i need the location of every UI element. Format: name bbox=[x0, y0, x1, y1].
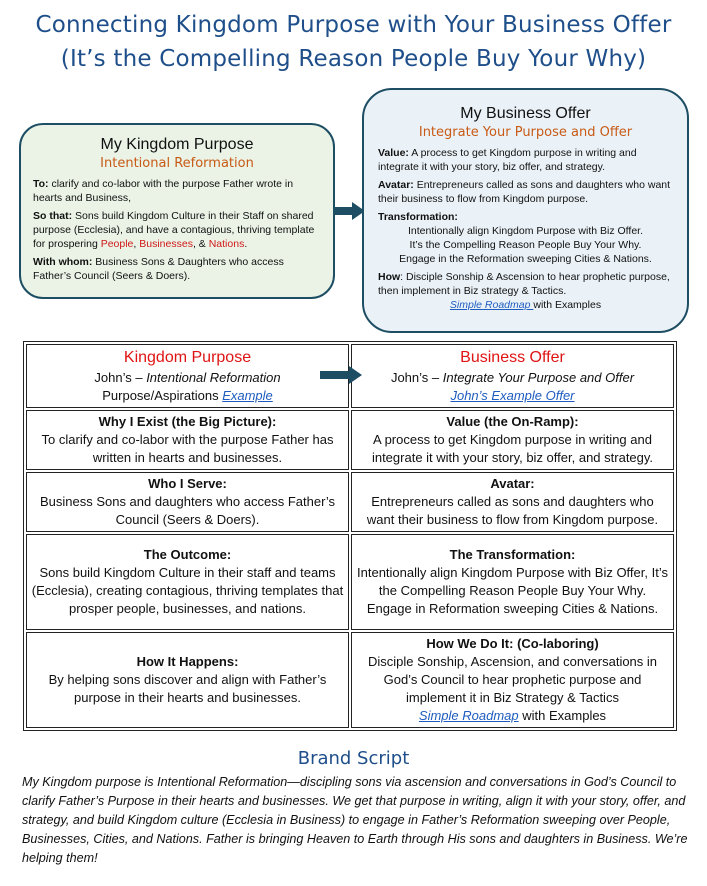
johns-example-offer-link[interactable]: John’s Example Offer bbox=[450, 388, 575, 403]
table-right-arrow-icon bbox=[320, 366, 362, 384]
business-offer-header: Business Offer bbox=[460, 349, 565, 366]
comparison-table bbox=[23, 341, 677, 731]
offer-value: Value: A process to get Kingdom purpose in writing and integrate it with your story, biz offer, and strategy. bbox=[378, 147, 637, 173]
example-link[interactable]: Example bbox=[222, 388, 273, 403]
table-row: Who I Serve: Business Sons and daughters who access Father’s Council (Seers & Doers). Avatar: Entrepreneurs called as sons and daughters who want their business to flow from Kingdom purpose. bbox=[26, 472, 674, 532]
offer-box-subheading: Integrate Your Purpose and Offer bbox=[418, 125, 633, 140]
kingdom-purpose-header: Kingdom Purpose bbox=[123, 349, 252, 366]
kingdom-box-heading: My Kingdom Purpose bbox=[100, 136, 254, 153]
simple-roadmap-table-link[interactable]: Simple Roadmap bbox=[418, 708, 519, 723]
simple-roadmap-link[interactable]: Simple Roadmap bbox=[449, 299, 534, 311]
brand-script-title: Brand Script bbox=[297, 748, 410, 769]
brand-script-text: My Kingdom purpose is Intentional Reformation—discipling sons via ascension and conversations in God’s Council to clarify Father’s Purpose in their hearts and businesses. We get that purpose in writing, align it with your story, offer, and strategy, and build Kingdom culture (Ecclesia in Business) to engage in Father’s Reformation sweeping over People, Businesses, Cities, and Nations. Father is bringing Heaven to Earth through His sons and daughters in Business. We’re helping them! bbox=[22, 775, 688, 865]
kingdom-so-that: So that: Sons build Kingdom Culture in their Staff on shared purpose (Ecclesia), and have a contagious, thriving template for prospering People, Businesses, & Nations. bbox=[33, 210, 315, 250]
offer-transformation-lines: Intentionally align Kingdom Purpose with Biz Offer. It’s the Compelling Reason People Buy Your Why. Engage in the Reformation sweeping Cities & Nations. bbox=[399, 225, 652, 265]
table-row: How It Happens: By helping sons discover and align with Father’s purpose in their hearts and businesses. How We Do It: (Co-laboring) Disciple Sonship, Ascension, and conversations in God’s Council to hear prophetic purpose and implement it in Biz Strategy & Tactics Simple Roadmap with Examples bbox=[26, 632, 674, 728]
table-header-row: Kingdom Purpose John’s – Intentional Reformation Purpose/Aspirations Example Business Offer John’s – Integrate Your Purpose and Offer John’s Example Offer bbox=[26, 344, 674, 408]
kingdom-purpose-box bbox=[19, 123, 335, 299]
right-arrow-icon bbox=[333, 202, 365, 220]
kingdom-with-whom: With whom: Business Sons & Daughters who access Father’s Council (Seers & Doers). bbox=[33, 256, 284, 282]
offer-box-heading: My Business Offer bbox=[460, 105, 591, 122]
business-offer-box: My Business Offer Integrate Your Purpose and Offer Value: A process to get Kingdom purpose in writing and integrate it with your story, biz offer, and strategy. Avatar: Entrepreneurs called as sons and daughters who want their business to flow from Kingdom purpose. Transformation: Intentionally align Kingdom Purpose with Biz Offer. It’s the Compelling Reason People Buy Your Why. Engage in the Reformation sweeping Cities & Nations. How: Disciple Sonship & Ascension to hear prophetic purpose, then implement in Biz strategy & Tactics. Simple Roadmap with Examples bbox=[362, 88, 689, 333]
kingdom-box-subheading: Intentional Reformation bbox=[100, 156, 254, 171]
page-title: Connecting Kingdom Purpose with Your Business Offer bbox=[35, 12, 672, 38]
table-row: Why I Exist (the Big Picture): To clarify and co-labor with the purpose Father has written in hearts and businesses. Value (the On-Ramp): A process to get Kingdom purpose in writing and integrate it with your story, biz offer, and strategy. bbox=[26, 410, 674, 470]
offer-transformation-label: Transformation: bbox=[378, 211, 458, 223]
table-row: The Outcome: Sons build Kingdom Culture in their staff and teams (Ecclesia), creating contagious, thriving templates that prosper people, businesses, and nations. The Transformation: Intentionally align Kingdom Purpose with Biz Offer, It’s the Compelling Reason People Buy Your Why. Engage in Reformation sweeping Cities & Nations. bbox=[26, 534, 674, 630]
page-subtitle: (It’s the Compelling Reason People Buy Your Why) bbox=[60, 46, 647, 72]
offer-avatar: Avatar: Entrepreneurs called as sons and daughters who want their business to flow from Kingdom purpose. bbox=[378, 179, 671, 205]
kingdom-to: To: clarify and co-labor with the purpose Father wrote in hearts and Business, bbox=[33, 178, 294, 204]
offer-how: How: Disciple Sonship & Ascension to hear prophetic purpose, then implement in Biz strategy & Tactics. bbox=[378, 271, 670, 297]
